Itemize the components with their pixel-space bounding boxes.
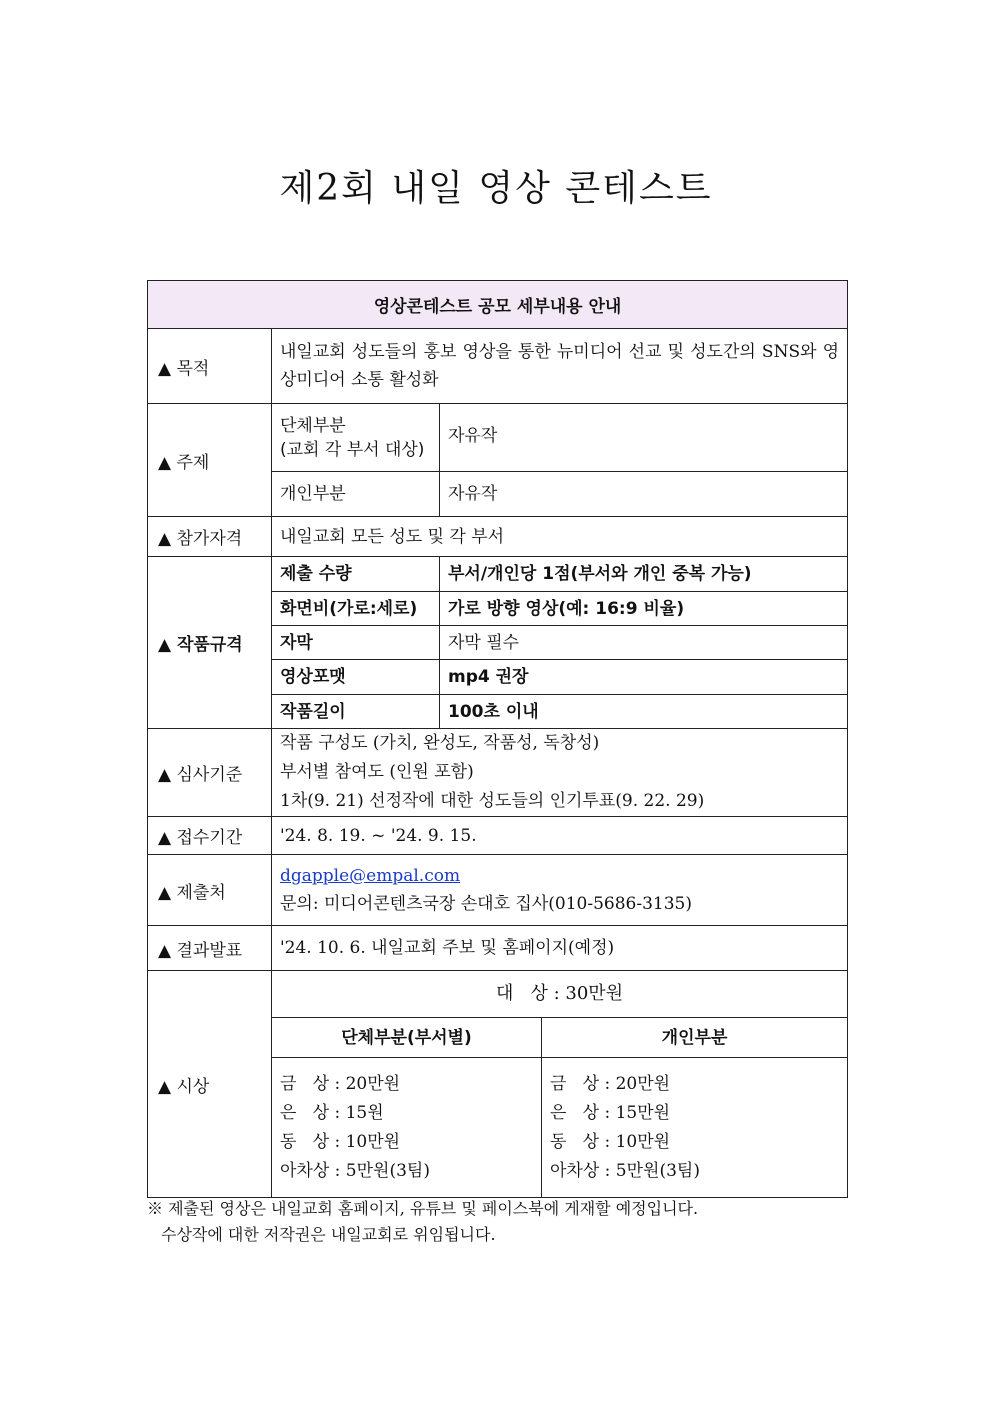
purpose-text: 내일교회 성도들의 홍보 영상을 통한 뉴미디어 선교 및 성도간의 SNS와 영상미디어 소통 활성화 (272, 329, 848, 404)
table-header: 영상콘테스트 공모 세부내용 안내 (148, 281, 848, 329)
spec-value: 가로 방향 영상(예: 16:9 비율) (440, 592, 848, 626)
individual-award-header: 개인부분 (542, 1018, 848, 1058)
group-awards-cell (272, 1058, 542, 1198)
result-text: '24. 10. 6. 내일교회 주보 및 홈페이지(예정) (272, 926, 848, 971)
period-text: '24. 8. 19. ~ '24. 9. 15. (272, 817, 848, 855)
submit-cell (272, 855, 848, 926)
criteria-label: ▲ 심사기준 (148, 729, 272, 817)
award-line: 금 상 : 20만원 (280, 1073, 401, 1094)
spec-value: 100초 이내 (440, 695, 848, 729)
grand-prize: 대 상 : 30만원 (272, 971, 848, 1018)
spec-value: mp4 권장 (440, 660, 848, 695)
award-line: 동 상 : 10만원 (280, 1131, 401, 1152)
eligibility-label: ▲ 참가자격 (148, 517, 272, 557)
award-line: 동 상 : 10만원 (550, 1131, 671, 1152)
spec-key: 영상포맷 (272, 660, 440, 695)
period-label: ▲ 접수기간 (148, 817, 272, 855)
award-line: 은 상 : 15만원 (550, 1102, 671, 1123)
individual-awards-cell (542, 1058, 848, 1198)
award-line: 아차상 : 5만원(3팀) (280, 1160, 430, 1181)
theme-group-line1: 단체부분 (280, 415, 346, 436)
email-link[interactable]: dgapple@empal.com (280, 866, 461, 886)
footnote-line2: 수상작에 대한 저작권은 내일교회로 위임됩니다. (161, 1225, 496, 1244)
footnote-line1: ※ 제출된 영상은 내일교회 홈페이지, 유튜브 및 페이스북에 게재할 예정입니다. (147, 1199, 699, 1218)
spec-key: 화면비(가로:세로) (272, 592, 440, 626)
awards-label: ▲ 시상 (148, 971, 272, 1198)
submit-label: ▲ 제출처 (148, 855, 272, 926)
theme-individual-value: 자유작 (440, 472, 848, 517)
criteria-line: 부서별 참여도 (인원 포함) (280, 762, 474, 782)
spec-key: 자막 (272, 626, 440, 660)
spec-value: 자막 필수 (440, 626, 848, 660)
result-label: ▲ 결과발표 (148, 926, 272, 971)
spec-key: 제출 수량 (272, 557, 440, 592)
theme-group-cell (272, 404, 440, 472)
contact-text: 문의: 미디어콘텐츠국장 손대호 집사(010-5686-3135) (280, 894, 692, 914)
award-line: 은 상 : 15원 (280, 1102, 384, 1123)
spec-key: 작품길이 (272, 695, 440, 729)
theme-individual: 개인부분 (272, 472, 440, 517)
spec-label: ▲ 작품규격 (148, 557, 272, 729)
theme-group-value: 자유작 (440, 404, 848, 472)
award-line: 아차상 : 5만원(3팀) (550, 1160, 700, 1181)
theme-group-line2: (교회 각 부서 대상) (280, 439, 425, 460)
purpose-label: ▲ 목적 (148, 329, 272, 404)
group-award-header: 단체부분(부서별) (272, 1018, 542, 1058)
award-line: 금 상 : 20만원 (550, 1073, 671, 1094)
footnote (147, 1196, 847, 1248)
criteria-line: 1차(9. 21) 선정작에 대한 성도들의 인기투표(9. 22. 29) (280, 791, 705, 811)
theme-label: ▲ 주제 (148, 404, 272, 517)
criteria-line: 작품 구성도 (가치, 완성도, 작품성, 독창성) (280, 733, 600, 753)
criteria-cell (272, 729, 848, 817)
spec-value: 부서/개인당 1점(부서와 개인 중복 가능) (440, 557, 848, 592)
contest-info-table (147, 280, 848, 1198)
page-title: 제2회 내일 영상 콘테스트 (279, 168, 713, 209)
eligibility-text: 내일교회 모든 성도 및 각 부서 (272, 517, 848, 557)
